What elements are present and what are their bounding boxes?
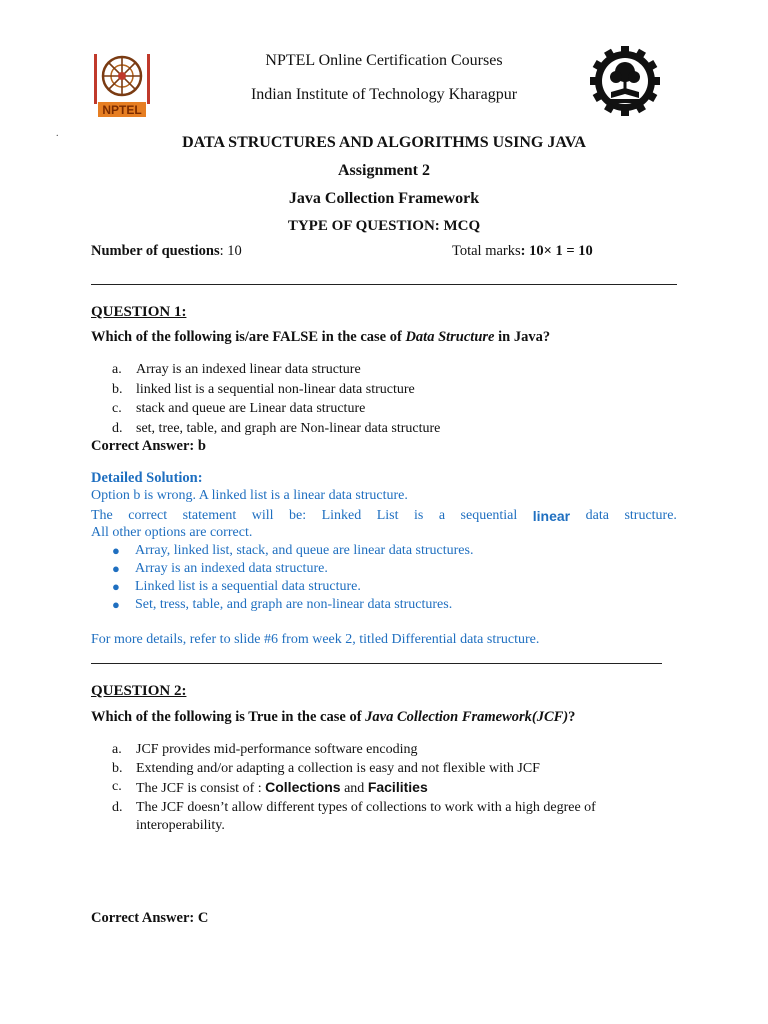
- option-letter: c.: [112, 401, 122, 416]
- option-text: The JCF is consist of :: [136, 781, 266, 796]
- option-text: set, tree, table, and graph are Non-linear data structure: [136, 420, 441, 436]
- option-text: Array is an indexed linear data structure: [136, 362, 361, 377]
- stray-mark: .: [56, 128, 59, 139]
- question-1-heading: QUESTION 1:: [91, 304, 187, 320]
- num-questions-value: : 10: [219, 243, 242, 259]
- solution-word: will: [251, 508, 274, 523]
- solution-word: sequential: [460, 508, 518, 523]
- option-text: The JCF doesn’t allow different types of collections to work with a high degree of interoperability.: [136, 799, 596, 833]
- question-1-answer: Correct Answer: b: [91, 438, 206, 454]
- option-text: linked list is a sequential non-linear data structure: [136, 381, 415, 397]
- option-text: stack and queue are Linear data structure: [136, 401, 366, 416]
- solution-word: be:: [289, 508, 307, 523]
- question-type: TYPE OF QUESTION: MCQ: [287, 218, 481, 234]
- solution-bullet: [112, 596, 473, 614]
- q1-text-emphasis: Data Structure: [405, 329, 495, 345]
- solution-word-bold: linear: [532, 508, 571, 524]
- total-marks-label: Total marks: [452, 243, 521, 259]
- option-letter: d.: [112, 420, 123, 436]
- option-letter: c.: [112, 779, 122, 794]
- solution-line-1: Option b is wrong. A linked list is a linear data structure.: [91, 488, 408, 503]
- option-a: [112, 741, 652, 760]
- solution-word: structure.: [624, 508, 677, 523]
- topic-title: Java Collection Framework: [288, 190, 480, 207]
- solution-line-3: All other options are correct.: [91, 525, 253, 540]
- course-title: DATA STRUCTURES AND ALGORITHMS USING JAVA: [182, 134, 586, 151]
- option-b: [112, 380, 440, 400]
- option-text: Extending and/or adapting a collection is easy and not flexible with JCF: [136, 760, 540, 776]
- bullet-icon: ●: [112, 543, 120, 558]
- bullet-text: Linked list is a sequential data structure.: [135, 579, 361, 594]
- option-a: [112, 360, 440, 380]
- question-2-text: [91, 709, 575, 726]
- solution-bullet: [112, 560, 473, 578]
- option-c: [112, 778, 652, 799]
- detailed-solution-heading: Detailed Solution:: [91, 470, 203, 486]
- q1-text-pre: Which of the following is/are FALSE in the case of: [91, 329, 406, 345]
- bullet-text: Array is an indexed data structure.: [135, 561, 328, 576]
- bullet-icon: ●: [112, 597, 120, 612]
- bullet-icon: ●: [112, 561, 120, 576]
- option-letter: a.: [112, 362, 122, 377]
- solution-word: Linked: [321, 508, 362, 523]
- solution-word: The: [91, 508, 113, 523]
- option-letter: b.: [112, 381, 123, 397]
- header-line-1: NPTEL Online Certification Courses: [265, 52, 503, 69]
- solution-word: a: [438, 508, 446, 523]
- q2-text-pre: Which of the following is True in the case of: [91, 709, 366, 725]
- solution-bullets: [112, 542, 473, 614]
- q2-text-post: ?: [568, 709, 576, 725]
- option-text-bold: Collections: [265, 779, 341, 795]
- question-2-options: [112, 741, 652, 836]
- solution-word: correct: [128, 508, 168, 523]
- solution-word: data: [585, 508, 609, 523]
- q2-text-emphasis: Java Collection Framework(JCF): [365, 709, 569, 725]
- num-questions-label: Number of questions: [91, 243, 220, 259]
- bullet-text: Set, tress, table, and graph are non-linear data structures.: [135, 597, 453, 612]
- bullet-icon: ●: [112, 579, 120, 594]
- option-text: JCF provides mid-performance software encoding: [136, 742, 418, 757]
- question-1-text: [91, 329, 550, 346]
- solution-word: statement: [182, 508, 237, 523]
- option-text: and: [340, 781, 368, 796]
- solution-word: is: [414, 508, 424, 523]
- bullet-text: Array, linked list, stack, and queue are linear data structures.: [135, 543, 474, 558]
- question-2-answer: Correct Answer: C: [91, 910, 209, 926]
- option-d: [112, 799, 652, 836]
- option-text-bold: Facilities: [367, 779, 428, 795]
- solution-reference: For more details, refer to slide #6 from week 2, titled Differential data structure.: [91, 632, 540, 647]
- option-letter: b.: [112, 760, 123, 776]
- question-1-options: [112, 360, 440, 438]
- number-of-questions: [91, 243, 242, 260]
- option-b: [112, 760, 652, 779]
- solution-bullet: [112, 542, 473, 560]
- divider: [91, 284, 677, 285]
- option-d: [112, 419, 440, 439]
- option-letter: a.: [112, 742, 122, 757]
- total-marks-value: : 10× 1 = 10: [520, 243, 593, 259]
- header-line-2: Indian Institute of Technology Kharagpur: [250, 86, 518, 103]
- total-marks: [452, 243, 593, 260]
- nptel-logo-text: NPTEL: [102, 103, 142, 117]
- option-c: [112, 399, 440, 419]
- question-2-heading: QUESTION 2:: [91, 683, 187, 699]
- solution-bullet: [112, 578, 473, 596]
- option-letter: d.: [112, 799, 123, 815]
- divider: [91, 663, 662, 664]
- q1-text-post: in Java?: [494, 329, 551, 345]
- assignment-title: Assignment 2: [337, 162, 430, 179]
- solution-word: List: [376, 508, 399, 523]
- solution-line-2: [91, 508, 677, 524]
